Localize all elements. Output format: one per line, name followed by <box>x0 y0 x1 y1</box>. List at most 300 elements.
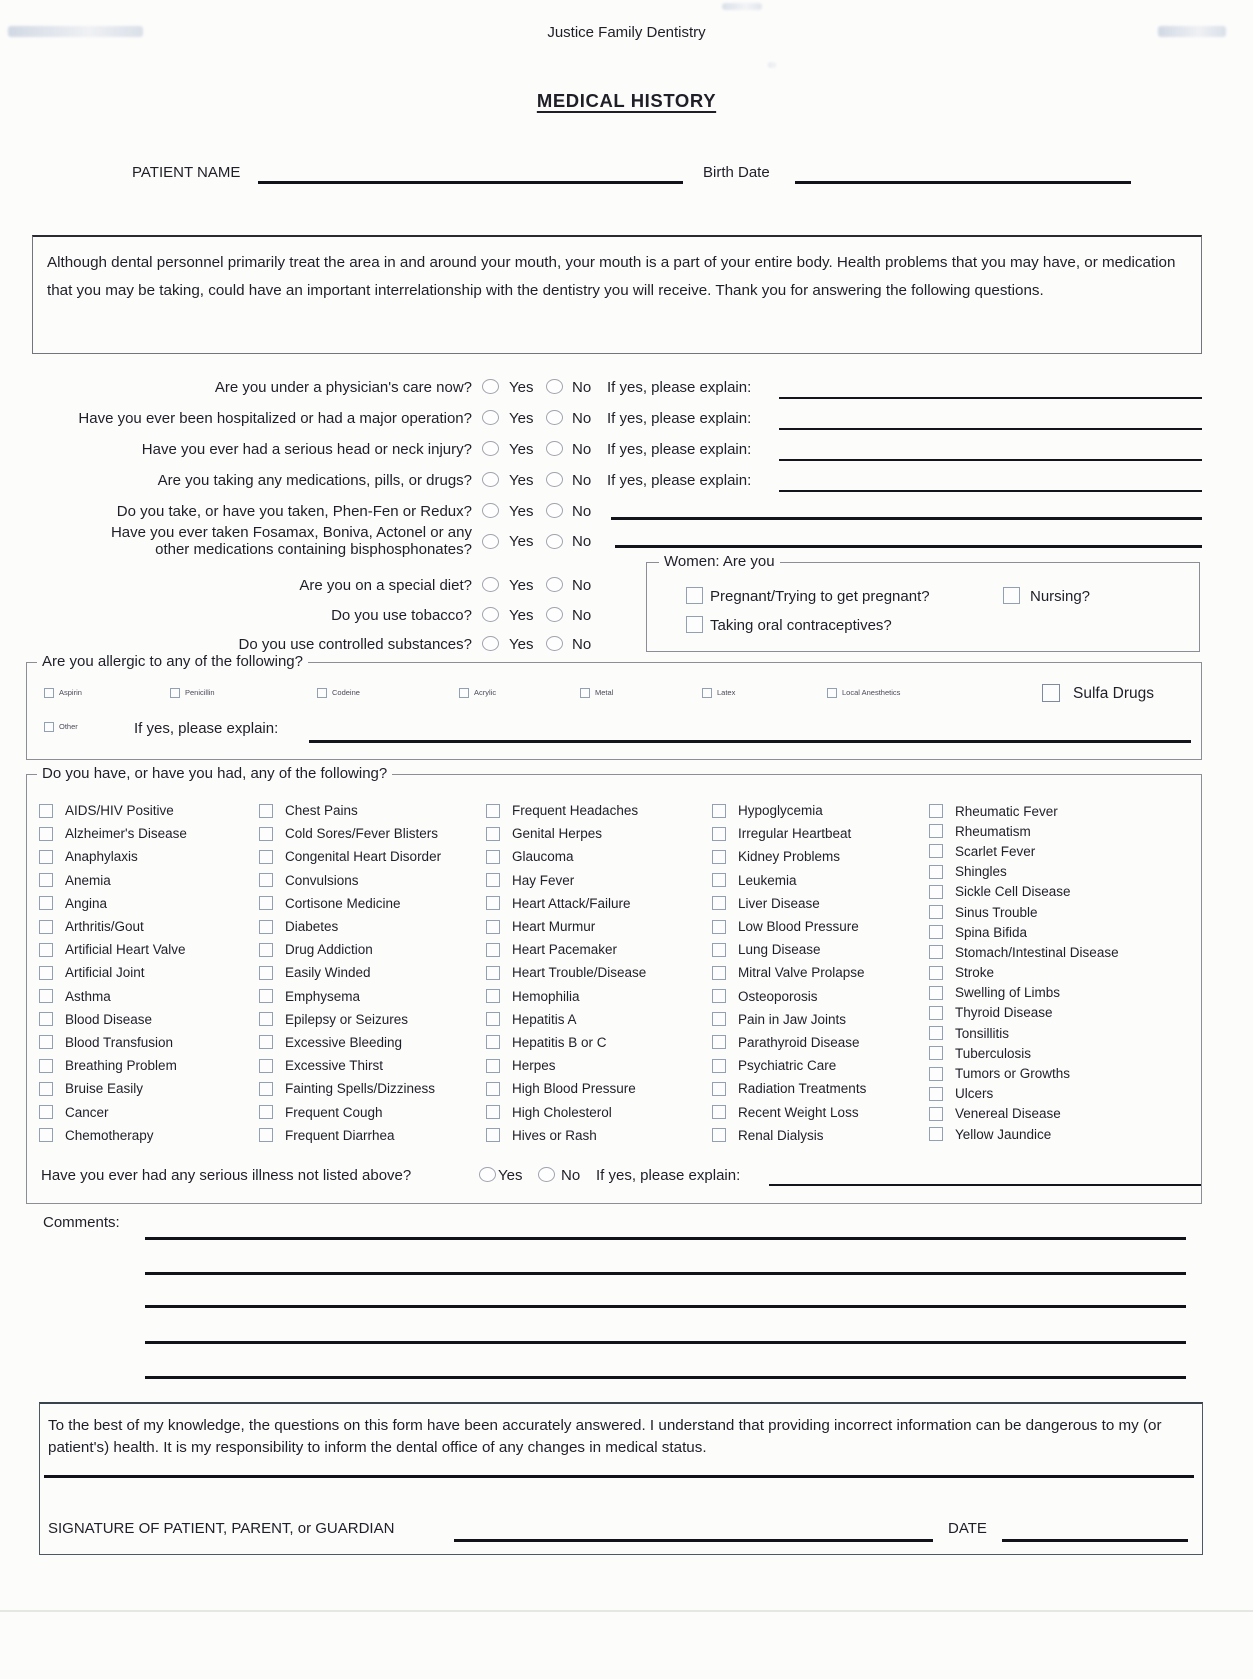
yes-radio[interactable] <box>482 607 499 622</box>
explain-field[interactable] <box>615 545 1202 548</box>
condition-item <box>712 892 924 915</box>
question-row <box>0 524 1253 562</box>
sulfa-drugs-checkbox[interactable] <box>1042 684 1060 702</box>
condition-checkbox[interactable] <box>929 905 943 919</box>
condition-item <box>486 938 708 961</box>
signature-field[interactable] <box>454 1539 933 1542</box>
condition-checkbox[interactable] <box>39 1059 53 1073</box>
condition-item <box>39 845 254 868</box>
allergy-checkbox[interactable] <box>170 688 180 698</box>
condition-checkbox[interactable] <box>712 827 726 841</box>
explain-field[interactable] <box>779 428 1202 430</box>
condition-item <box>259 1008 481 1031</box>
yes-radio[interactable] <box>482 577 499 592</box>
condition-item <box>712 845 924 868</box>
question-label: Have you ever had a serious head or neck injury? <box>141 441 472 458</box>
condition-label: Chest Pains <box>285 803 358 819</box>
allergy-label: Aspirin <box>59 688 82 697</box>
explain-label: If yes, please explain: <box>607 410 752 427</box>
condition-checkbox[interactable] <box>486 920 500 934</box>
yes-label: Yes <box>509 577 534 594</box>
yes-label: Yes <box>509 607 534 624</box>
condition-checkbox[interactable] <box>39 989 53 1003</box>
condition-item <box>929 841 1191 861</box>
condition-label: Stroke <box>955 965 995 981</box>
condition-label: Radiation Treatments <box>738 1081 867 1097</box>
condition-item <box>712 1124 924 1147</box>
explain-field[interactable] <box>769 1184 1201 1186</box>
yes-label: Yes <box>509 410 534 427</box>
condition-label: Excessive Bleeding <box>285 1034 403 1050</box>
explain-field[interactable] <box>611 517 1202 520</box>
condition-checkbox[interactable] <box>39 943 53 957</box>
yes-radio[interactable] <box>482 379 499 394</box>
condition-checkbox[interactable] <box>712 1082 726 1096</box>
no-label: No <box>561 1167 581 1184</box>
question-row <box>0 440 1253 462</box>
no-radio[interactable] <box>546 577 563 592</box>
question-row <box>0 378 1253 400</box>
condition-checkbox[interactable] <box>929 1127 943 1141</box>
condition-item <box>712 985 924 1008</box>
condition-checkbox[interactable] <box>259 1082 273 1096</box>
condition-item <box>929 1124 1191 1144</box>
no-radio[interactable] <box>546 410 563 425</box>
divider-line <box>44 1475 1194 1478</box>
condition-checkbox[interactable] <box>259 989 273 1003</box>
condition-checkbox[interactable] <box>486 827 500 841</box>
comments-line[interactable] <box>145 1341 1186 1344</box>
yes-radio[interactable] <box>482 410 499 425</box>
condition-item <box>486 985 708 1008</box>
condition-label: Psychiatric Care <box>738 1058 837 1074</box>
condition-checkbox[interactable] <box>259 804 273 818</box>
condition-checkbox[interactable] <box>39 1128 53 1142</box>
no-radio[interactable] <box>546 534 563 549</box>
birth-date-field[interactable] <box>795 181 1131 184</box>
condition-checkbox[interactable] <box>486 873 500 887</box>
condition-item <box>39 985 254 1008</box>
yes-label: Yes <box>509 503 534 520</box>
condition-label: Recent Weight Loss <box>738 1104 859 1120</box>
intro-text: Although dental personnel primarily treat the area in and around your mouth, your mouth is a part of your entire body. Health problems that you may have, or medication that you may be taking, could have an important interrelationship with the dentistry you will receive. Thank you for answering the following questions. <box>47 254 1176 299</box>
condition-item <box>712 1100 924 1123</box>
condition-item <box>259 938 481 961</box>
condition-checkbox[interactable] <box>929 1026 943 1040</box>
conditions-column-4 <box>712 799 924 1147</box>
no-radio[interactable] <box>546 503 563 518</box>
yes-label: Yes <box>509 636 534 653</box>
allergy-checkbox[interactable] <box>827 688 837 698</box>
question-label: Have you ever taken Fosamax, Boniva, Actonel or any <box>110 524 472 541</box>
no-radio[interactable] <box>546 472 563 487</box>
condition-item <box>712 869 924 892</box>
condition-label: Emphysema <box>285 988 361 1004</box>
yes-label: Yes <box>509 379 534 396</box>
condition-item <box>486 1077 708 1100</box>
comments-line[interactable] <box>145 1237 1186 1240</box>
conditions-column-1 <box>39 799 254 1147</box>
question-label: Are you on a special diet? <box>299 577 472 594</box>
condition-label: Breathing Problem <box>65 1058 177 1074</box>
allergy-explain-field[interactable] <box>309 740 1191 743</box>
condition-label: Swelling of Limbs <box>955 985 1061 1001</box>
allergy-checkbox[interactable] <box>459 688 469 698</box>
condition-checkbox[interactable] <box>712 920 726 934</box>
condition-checkbox[interactable] <box>486 1012 500 1026</box>
condition-checkbox[interactable] <box>712 1059 726 1073</box>
condition-checkbox[interactable] <box>929 1067 943 1081</box>
allergy-label: Latex <box>717 688 736 697</box>
condition-checkbox[interactable] <box>712 804 726 818</box>
condition-label: Thyroid Disease <box>955 1005 1053 1021</box>
question-label: Are you taking any medications, pills, or drugs? <box>157 472 472 489</box>
condition-checkbox[interactable] <box>39 896 53 910</box>
condition-checkbox[interactable] <box>39 920 53 934</box>
conditions-column-5 <box>929 801 1191 1144</box>
allergy-items <box>27 663 1201 759</box>
intro-box <box>32 235 1202 354</box>
condition-item <box>712 1077 924 1100</box>
pregnant-checkbox[interactable] <box>686 587 703 604</box>
condition-item <box>39 1031 254 1054</box>
condition-label: Herpes <box>512 1058 556 1074</box>
condition-item <box>712 938 924 961</box>
condition-item <box>486 822 708 845</box>
condition-checkbox[interactable] <box>712 943 726 957</box>
condition-checkbox[interactable] <box>486 1059 500 1073</box>
condition-item <box>259 1054 481 1077</box>
condition-label: Frequent Headaches <box>512 803 639 819</box>
condition-item <box>486 915 708 938</box>
condition-item <box>39 822 254 845</box>
condition-checkbox[interactable] <box>259 1105 273 1119</box>
condition-item <box>712 1008 924 1031</box>
allergy-checkbox[interactable] <box>317 688 327 698</box>
explain-field[interactable] <box>779 490 1202 492</box>
condition-label: High Cholesterol <box>512 1104 612 1120</box>
serious-illness-row <box>27 1166 1201 1188</box>
no-radio[interactable] <box>546 636 563 651</box>
condition-item <box>259 1124 481 1147</box>
condition-checkbox[interactable] <box>486 1105 500 1119</box>
question-label: Do you take, or have you taken, Phen-Fen or Redux? <box>116 503 472 520</box>
no-label: No <box>572 607 592 624</box>
condition-checkbox[interactable] <box>712 1012 726 1026</box>
condition-checkbox[interactable] <box>929 1046 943 1060</box>
women-section <box>646 553 1200 652</box>
condition-label: Scarlet Fever <box>955 843 1036 859</box>
condition-checkbox[interactable] <box>929 824 943 838</box>
condition-label: Hepatitis B or C <box>512 1034 607 1050</box>
condition-label: Heart Attack/Failure <box>512 895 631 911</box>
condition-label: Hay Fever <box>512 872 575 888</box>
condition-item <box>39 869 254 892</box>
allergy-checkbox[interactable] <box>44 688 54 698</box>
condition-checkbox[interactable] <box>929 865 943 879</box>
question-row <box>0 409 1253 431</box>
condition-label: Asthma <box>65 988 111 1004</box>
allergy-label: Codeine <box>332 688 360 697</box>
yes-radio[interactable] <box>482 636 499 651</box>
condition-label: Low Blood Pressure <box>738 919 859 935</box>
condition-checkbox[interactable] <box>259 1012 273 1026</box>
contraceptives-checkbox[interactable] <box>686 616 703 633</box>
condition-checkbox[interactable] <box>486 850 500 864</box>
condition-item <box>486 1124 708 1147</box>
scan-artifact <box>0 1610 1253 1612</box>
condition-checkbox[interactable] <box>712 1128 726 1142</box>
yes-radio[interactable] <box>482 472 499 487</box>
condition-item <box>259 1031 481 1054</box>
condition-label: Sinus Trouble <box>955 904 1038 920</box>
condition-checkbox[interactable] <box>712 873 726 887</box>
explain-label: If yes, please explain: <box>607 441 752 458</box>
condition-item <box>712 915 924 938</box>
condition-item <box>39 799 254 822</box>
condition-label: Genital Herpes <box>512 826 603 842</box>
condition-label: Anaphylaxis <box>65 849 138 865</box>
condition-label: Drug Addiction <box>285 942 373 958</box>
condition-item <box>39 915 254 938</box>
condition-item <box>39 938 254 961</box>
birth-date-label: Birth Date <box>703 164 770 181</box>
no-label: No <box>572 533 592 550</box>
condition-label: Alzheimer's Disease <box>65 826 187 842</box>
condition-label: Irregular Heartbeat <box>738 826 852 842</box>
condition-checkbox[interactable] <box>712 896 726 910</box>
condition-checkbox[interactable] <box>39 1082 53 1096</box>
condition-item <box>39 1008 254 1031</box>
conditions-section <box>26 765 1202 1204</box>
patient-name-label: PATIENT NAME <box>132 164 241 181</box>
condition-checkbox[interactable] <box>259 1059 273 1073</box>
yes-radio[interactable] <box>482 534 499 549</box>
condition-checkbox[interactable] <box>39 850 53 864</box>
condition-item <box>929 963 1191 983</box>
condition-checkbox[interactable] <box>259 1128 273 1142</box>
yes-radio[interactable] <box>482 503 499 518</box>
condition-label: Hives or Rash <box>512 1127 597 1143</box>
condition-item <box>929 1043 1191 1063</box>
condition-label: Fainting Spells/Dizziness <box>285 1081 436 1097</box>
condition-checkbox[interactable] <box>929 945 943 959</box>
conditions-column-2 <box>259 799 481 1147</box>
question-row <box>0 471 1253 493</box>
condition-item <box>929 821 1191 841</box>
explain-label: If yes, please explain: <box>607 379 752 396</box>
condition-label: Renal Dialysis <box>738 1127 824 1143</box>
condition-checkbox[interactable] <box>712 989 726 1003</box>
date-field[interactable] <box>1002 1539 1188 1542</box>
allergy-label: Metal <box>595 688 614 697</box>
condition-checkbox[interactable] <box>486 1082 500 1096</box>
condition-label: AIDS/HIV Positive <box>65 803 174 819</box>
comments-line[interactable] <box>145 1272 1186 1275</box>
condition-item <box>39 892 254 915</box>
condition-checkbox[interactable] <box>259 920 273 934</box>
no-radio[interactable] <box>546 379 563 394</box>
condition-checkbox[interactable] <box>486 896 500 910</box>
allergy-checkbox[interactable] <box>702 688 712 698</box>
condition-checkbox[interactable] <box>486 966 500 980</box>
condition-item <box>712 1054 924 1077</box>
condition-label: Tuberculosis <box>955 1045 1032 1061</box>
yes-label: Yes <box>509 472 534 489</box>
condition-checkbox[interactable] <box>929 986 943 1000</box>
condition-label: Leukemia <box>738 872 797 888</box>
condition-checkbox[interactable] <box>712 966 726 980</box>
explain-field[interactable] <box>779 397 1202 399</box>
no-radio[interactable] <box>546 607 563 622</box>
condition-item <box>39 1124 254 1147</box>
condition-label: Heart Murmur <box>512 919 596 935</box>
patient-name-field[interactable] <box>258 181 683 184</box>
condition-checkbox[interactable] <box>39 1105 53 1119</box>
allergy-explain-label: If yes, please explain: <box>134 720 279 737</box>
condition-checkbox[interactable] <box>259 966 273 980</box>
other-allergy-checkbox[interactable] <box>44 722 54 732</box>
no-radio[interactable] <box>546 441 563 456</box>
condition-label: Lung Disease <box>738 942 821 958</box>
condition-checkbox[interactable] <box>486 1035 500 1049</box>
condition-item <box>929 922 1191 942</box>
condition-item <box>929 862 1191 882</box>
no-label: No <box>572 410 592 427</box>
condition-checkbox[interactable] <box>486 804 500 818</box>
condition-item <box>929 983 1191 1003</box>
condition-label: Anemia <box>65 872 111 888</box>
condition-item <box>712 822 924 845</box>
condition-item <box>486 1031 708 1054</box>
condition-item <box>259 1077 481 1100</box>
condition-checkbox[interactable] <box>259 850 273 864</box>
condition-label: Chemotherapy <box>65 1127 154 1143</box>
condition-label: Angina <box>65 895 108 911</box>
explain-field[interactable] <box>779 459 1202 461</box>
condition-item <box>259 869 481 892</box>
condition-label: Tonsillitis <box>955 1025 1010 1041</box>
condition-label: Osteoporosis <box>738 988 818 1004</box>
condition-checkbox[interactable] <box>712 850 726 864</box>
condition-checkbox[interactable] <box>712 1035 726 1049</box>
condition-item <box>486 1054 708 1077</box>
condition-checkbox[interactable] <box>259 827 273 841</box>
affirmation-text: To the best of my knowledge, the questions on this form have been accurately answered. I understand that providing incorrect information can be dangerous to my (or patient's) health. It is my responsibility to inform the dental office of any changes in medical status. <box>48 1417 1162 1456</box>
condition-checkbox[interactable] <box>486 943 500 957</box>
condition-label: Rheumatism <box>955 823 1031 839</box>
condition-checkbox[interactable] <box>929 925 943 939</box>
condition-checkbox[interactable] <box>929 1107 943 1121</box>
condition-label: Liver Disease <box>738 895 820 911</box>
condition-checkbox[interactable] <box>712 1105 726 1119</box>
condition-label: Hemophilia <box>512 988 580 1004</box>
condition-checkbox[interactable] <box>39 827 53 841</box>
condition-item <box>39 961 254 984</box>
no-radio[interactable] <box>538 1167 555 1182</box>
condition-checkbox[interactable] <box>39 873 53 887</box>
question-label: Do you use controlled substances? <box>238 636 472 653</box>
condition-checkbox[interactable] <box>39 804 53 818</box>
condition-checkbox[interactable] <box>929 966 943 980</box>
condition-item <box>39 1054 254 1077</box>
condition-item <box>486 961 708 984</box>
condition-checkbox[interactable] <box>929 844 943 858</box>
condition-label: Venereal Disease <box>955 1106 1061 1122</box>
condition-item <box>929 1003 1191 1023</box>
allergy-section <box>26 653 1202 760</box>
condition-item <box>712 961 924 984</box>
condition-label: Spina Bifida <box>955 924 1028 940</box>
condition-checkbox[interactable] <box>259 943 273 957</box>
no-label: No <box>572 503 592 520</box>
comments-line[interactable] <box>145 1376 1186 1379</box>
condition-checkbox[interactable] <box>39 1035 53 1049</box>
nursing-checkbox[interactable] <box>1003 587 1020 604</box>
condition-label: Kidney Problems <box>738 849 841 865</box>
condition-label: Arthritis/Gout <box>65 919 144 935</box>
yes-label: Yes <box>498 1167 523 1184</box>
allergy-label: Local Anesthetics <box>842 688 901 697</box>
condition-label: Heart Pacemaker <box>512 942 618 958</box>
condition-label: Parathyroid Disease <box>738 1034 860 1050</box>
condition-checkbox[interactable] <box>259 1035 273 1049</box>
condition-label: Excessive Thirst <box>285 1058 384 1074</box>
condition-checkbox[interactable] <box>259 873 273 887</box>
condition-label: Stomach/Intestinal Disease <box>955 944 1119 960</box>
allergy-legend: Are you allergic to any of the following? <box>37 653 308 670</box>
condition-item <box>929 1063 1191 1083</box>
condition-checkbox[interactable] <box>39 1012 53 1026</box>
condition-checkbox[interactable] <box>929 1006 943 1020</box>
condition-label: Blood Transfusion <box>65 1034 174 1050</box>
condition-item <box>929 902 1191 922</box>
condition-item <box>929 942 1191 962</box>
yes-radio[interactable] <box>482 441 499 456</box>
condition-label: Epilepsy or Seizures <box>285 1011 409 1027</box>
explain-label: If yes, please explain: <box>596 1167 741 1184</box>
condition-item <box>259 799 481 822</box>
condition-item <box>259 892 481 915</box>
condition-item <box>486 845 708 868</box>
serious-illness-label: Have you ever had any serious illness not listed above? <box>41 1167 412 1184</box>
sulfa-drugs-label: Sulfa Drugs <box>1073 685 1154 702</box>
condition-item <box>259 915 481 938</box>
no-label: No <box>572 577 592 594</box>
condition-item <box>486 892 708 915</box>
condition-item <box>259 1100 481 1123</box>
yes-radio[interactable] <box>479 1167 496 1182</box>
condition-item <box>929 1084 1191 1104</box>
condition-label: Frequent Diarrhea <box>285 1127 395 1143</box>
condition-checkbox[interactable] <box>39 966 53 980</box>
allergy-checkbox[interactable] <box>580 688 590 698</box>
condition-checkbox[interactable] <box>486 989 500 1003</box>
explain-label: If yes, please explain: <box>607 472 752 489</box>
date-label: DATE <box>948 1520 987 1537</box>
conditions-legend: Do you have, or have you had, any of the following? <box>37 765 392 782</box>
condition-label: High Blood Pressure <box>512 1081 636 1097</box>
condition-item <box>712 1031 924 1054</box>
condition-checkbox[interactable] <box>929 885 943 899</box>
condition-checkbox[interactable] <box>929 804 943 818</box>
condition-checkbox[interactable] <box>259 896 273 910</box>
pregnant-label: Pregnant/Trying to get pregnant? <box>710 588 930 605</box>
condition-checkbox[interactable] <box>486 1128 500 1142</box>
condition-checkbox[interactable] <box>929 1087 943 1101</box>
comments-line[interactable] <box>145 1305 1186 1308</box>
form-title-text: MEDICAL HISTORY <box>536 90 717 111</box>
